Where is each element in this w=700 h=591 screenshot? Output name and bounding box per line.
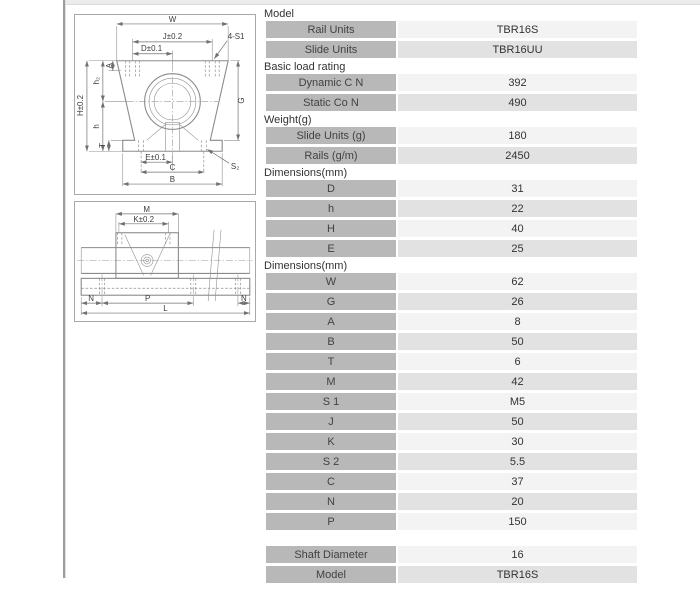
- table-row: [266, 293, 637, 310]
- top-divider: [66, 0, 700, 5]
- section-header: Dimensions(mm): [264, 260, 348, 272]
- dim-label-l: L: [163, 304, 168, 314]
- dim-label-k: K±0.2: [133, 214, 155, 224]
- front-view-svg: [75, 15, 255, 194]
- row-value: 30: [398, 433, 637, 450]
- section-header: Dimensions(mm): [264, 167, 348, 179]
- dim-label-j: J±0.2: [162, 31, 183, 41]
- table-row: [266, 513, 637, 530]
- row-value: 5.5: [398, 453, 637, 470]
- row-label: Rails (g/m): [266, 147, 396, 164]
- table-row: [266, 353, 637, 370]
- table-row: [266, 74, 637, 91]
- row-value: 25: [398, 240, 637, 257]
- table-row: [266, 180, 637, 197]
- row-label: S 1: [266, 393, 396, 410]
- table-row: [266, 21, 637, 38]
- row-label: C: [266, 473, 396, 490]
- section-header: Basic load rating: [264, 61, 346, 73]
- row-value: 37: [398, 473, 637, 490]
- section-header: Weight(g): [264, 114, 312, 126]
- table-row: [266, 453, 637, 470]
- row-value: 22: [398, 200, 637, 217]
- table-row: [266, 220, 637, 237]
- row-value: TBR16S: [398, 566, 637, 583]
- row-value: 31: [398, 180, 637, 197]
- table-row: [266, 127, 637, 144]
- side-view-svg: [75, 202, 255, 321]
- dim-label-p: P: [144, 294, 151, 304]
- side-view-diagram: [74, 201, 256, 322]
- table-row: [266, 566, 637, 583]
- row-value: TBR16S: [398, 21, 637, 38]
- left-divider: [63, 0, 66, 578]
- row-label: B: [266, 333, 396, 350]
- table-row: [266, 473, 637, 490]
- row-value: 50: [398, 333, 637, 350]
- table-row: [266, 373, 637, 390]
- row-label: Slide Units (g): [266, 127, 396, 144]
- dim-label-b: B: [169, 175, 176, 185]
- row-value: 2450: [398, 147, 637, 164]
- row-value: TBR16UU: [398, 41, 637, 58]
- row-label: E: [266, 240, 396, 257]
- dim-label-n-right: N: [240, 294, 247, 304]
- row-label: G: [266, 293, 396, 310]
- row-label: J: [266, 413, 396, 430]
- row-label: Static Co N: [266, 94, 396, 111]
- row-value: 8: [398, 313, 637, 330]
- table-row: [266, 413, 637, 430]
- table-row: [266, 200, 637, 217]
- row-value: 180: [398, 127, 637, 144]
- row-label: Dynamic C N: [266, 74, 396, 91]
- table-row: [266, 546, 637, 563]
- table-row: [266, 94, 637, 111]
- row-value: 6: [398, 353, 637, 370]
- row-value: 392: [398, 74, 637, 91]
- row-value: 40: [398, 220, 637, 237]
- table-row: [266, 147, 637, 164]
- row-value: M5: [398, 393, 637, 410]
- dim-label-t: T: [97, 142, 107, 148]
- section-spacer: [264, 533, 637, 546]
- row-value: 50: [398, 413, 637, 430]
- row-label: M: [266, 373, 396, 390]
- spec-table: [264, 8, 637, 586]
- dim-label-g: G: [237, 97, 247, 104]
- table-row: [266, 393, 637, 410]
- row-label: K: [266, 433, 396, 450]
- row-value: 62: [398, 273, 637, 290]
- row-label: W: [266, 273, 396, 290]
- table-row: [266, 433, 637, 450]
- row-label: S 2: [266, 453, 396, 470]
- dim-label-s1: 4-S1: [227, 31, 245, 41]
- dim-label-c: C: [169, 163, 176, 173]
- table-row: [266, 41, 637, 58]
- row-label: N: [266, 493, 396, 510]
- row-value: 490: [398, 94, 637, 111]
- row-value: 26: [398, 293, 637, 310]
- row-value: 16: [398, 546, 637, 563]
- dim-label-H: H±0.2: [75, 94, 85, 117]
- dim-label-n-left: N: [88, 294, 94, 304]
- row-value: 150: [398, 513, 637, 530]
- row-label: D: [266, 180, 396, 197]
- row-label: T: [266, 353, 396, 370]
- dim-label-s2: S₂: [230, 162, 240, 172]
- dim-label-e: E±0.1: [145, 153, 166, 163]
- row-label: A: [266, 313, 396, 330]
- dim-label-w: W: [168, 15, 177, 24]
- table-row: [266, 313, 637, 330]
- row-label: P: [266, 513, 396, 530]
- dim-label-h2: h₂: [91, 76, 101, 85]
- row-label: Model: [266, 566, 396, 583]
- row-value: 20: [398, 493, 637, 510]
- row-label: Shaft Diameter: [266, 546, 396, 563]
- row-label: Slide Units: [266, 41, 396, 58]
- dim-label-m: M: [143, 204, 150, 214]
- table-row: [266, 493, 637, 510]
- row-label: Rail Units: [266, 21, 396, 38]
- dim-label-h: h: [91, 124, 101, 129]
- section-header: Model: [264, 8, 294, 20]
- dim-label-d: D±0.1: [141, 43, 163, 53]
- front-view-diagram: [74, 14, 256, 195]
- table-row: [266, 273, 637, 290]
- row-label: H: [266, 220, 396, 237]
- row-label: h: [266, 200, 396, 217]
- table-row: [266, 240, 637, 257]
- dim-label-a: A: [104, 63, 114, 69]
- row-value: 42: [398, 373, 637, 390]
- table-row: [266, 333, 637, 350]
